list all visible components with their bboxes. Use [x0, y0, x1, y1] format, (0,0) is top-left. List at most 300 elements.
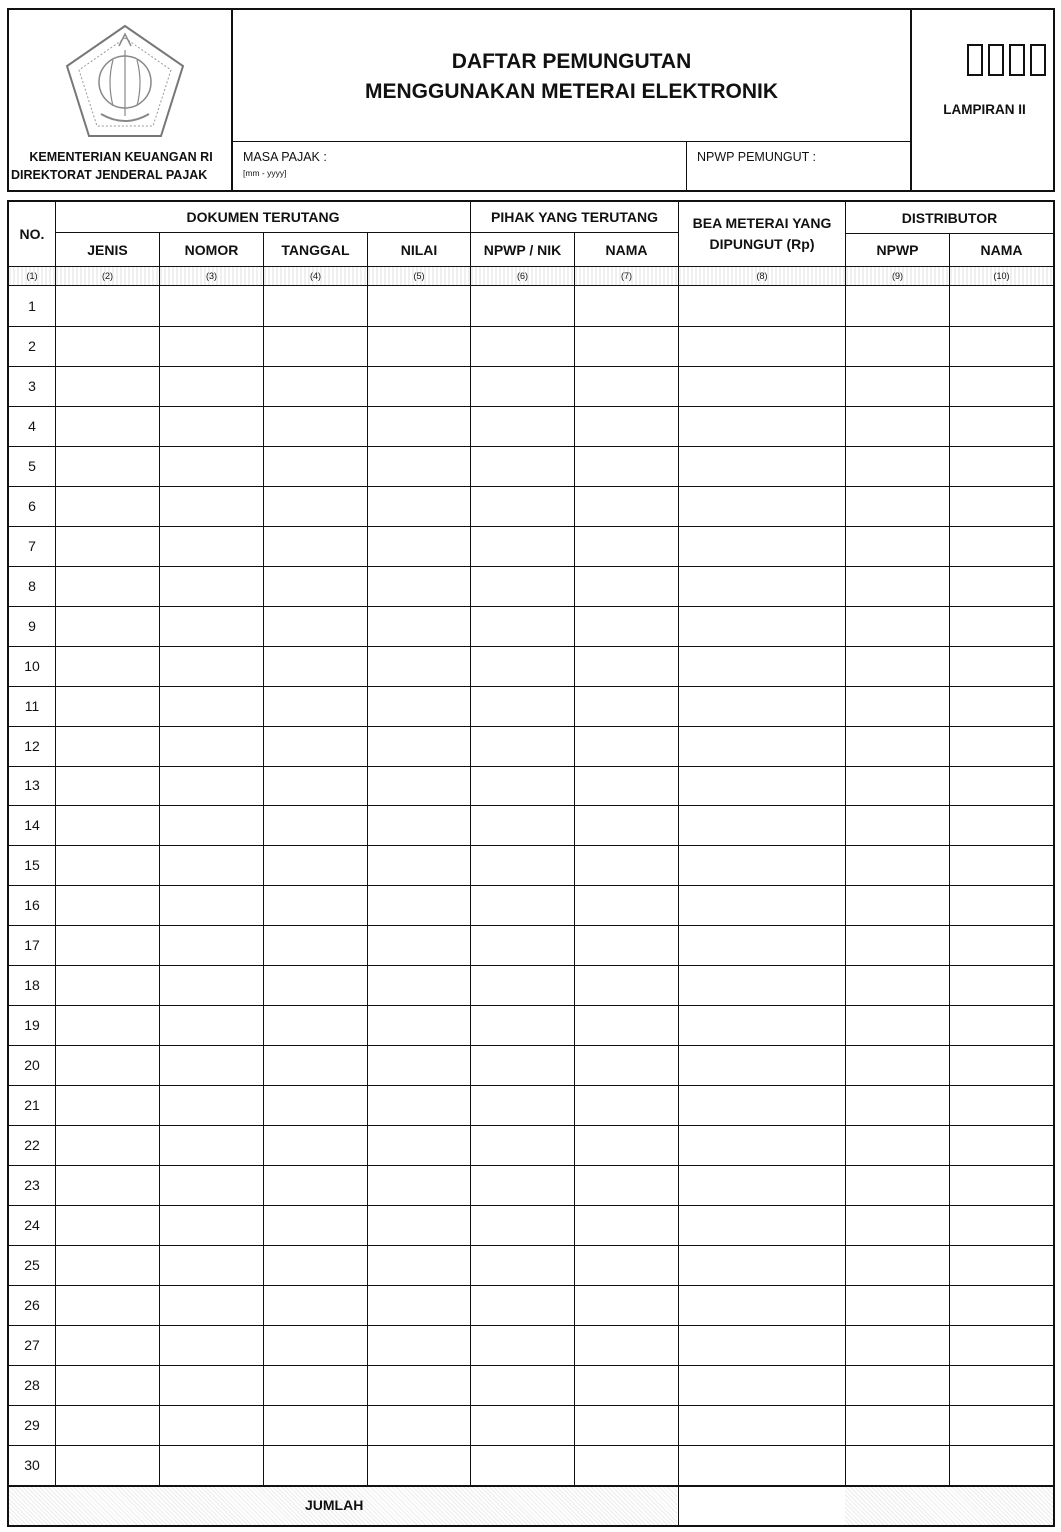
- cell-nilai[interactable]: [368, 486, 470, 526]
- cell-tanggal[interactable]: [264, 965, 367, 1005]
- cell-jenis[interactable]: [56, 1045, 159, 1085]
- cell-npwp-nik[interactable]: [471, 726, 574, 766]
- cell-nama-distributor[interactable]: [950, 965, 1053, 1005]
- cell-tanggal[interactable]: [264, 686, 367, 726]
- divider: [9, 366, 1053, 367]
- cell-bea-meterai[interactable]: [679, 1325, 845, 1365]
- cell-jenis[interactable]: [56, 1005, 159, 1045]
- row-number: 27: [24, 1336, 40, 1353]
- cell-jenis[interactable]: [56, 1085, 159, 1125]
- cell-nilai[interactable]: [368, 1085, 470, 1125]
- cell-npwp-distributor[interactable]: [846, 1365, 949, 1405]
- cell-bea-meterai[interactable]: [679, 1125, 845, 1165]
- cell-jenis[interactable]: [56, 845, 159, 885]
- cell-nomor[interactable]: [160, 766, 263, 806]
- cell-bea-meterai[interactable]: [679, 1045, 845, 1085]
- cell-tanggal[interactable]: [264, 766, 367, 806]
- cell-jenis[interactable]: [56, 1445, 159, 1485]
- cell-npwp-distributor[interactable]: [846, 486, 949, 526]
- cell-nama-distributor[interactable]: [950, 366, 1053, 406]
- cell-nomor[interactable]: [160, 566, 263, 606]
- cell-npwp-nik[interactable]: [471, 406, 574, 446]
- cell-nomor[interactable]: [160, 1245, 263, 1285]
- cell-nomor[interactable]: [160, 646, 263, 686]
- cell-tanggal[interactable]: [264, 885, 367, 925]
- cell-tanggal[interactable]: [264, 925, 367, 965]
- cell-npwp-nik[interactable]: [471, 845, 574, 885]
- cell-tanggal[interactable]: [264, 1325, 367, 1365]
- cell-jenis[interactable]: [56, 1205, 159, 1245]
- cell-nilai[interactable]: [368, 726, 470, 766]
- cell-nomor[interactable]: [160, 326, 263, 366]
- cell-nomor[interactable]: [160, 1325, 263, 1365]
- cell-nama-pihak[interactable]: [575, 885, 678, 925]
- cell-nilai[interactable]: [368, 1125, 470, 1165]
- cell-nomor[interactable]: [160, 925, 263, 965]
- cell-nilai[interactable]: [368, 606, 470, 646]
- cell-npwp-nik[interactable]: [471, 925, 574, 965]
- cell-jenis[interactable]: [56, 726, 159, 766]
- cell-npwp-nik[interactable]: [471, 606, 574, 646]
- cell-nomor[interactable]: [160, 406, 263, 446]
- cell-npwp-nik[interactable]: [471, 1405, 574, 1445]
- cell-npwp-nik[interactable]: [471, 1445, 574, 1485]
- cell-nama-pihak[interactable]: [575, 606, 678, 646]
- cell-nama-pihak[interactable]: [575, 326, 678, 366]
- cell-tanggal[interactable]: [264, 286, 367, 326]
- cell-tanggal[interactable]: [264, 406, 367, 446]
- cell-nilai[interactable]: [368, 326, 470, 366]
- masa-pajak-field[interactable]: [233, 142, 687, 192]
- cell-npwp-distributor[interactable]: [846, 1165, 949, 1205]
- divider: [9, 1245, 1053, 1246]
- cell-nomor[interactable]: [160, 486, 263, 526]
- cell-nama-pihak[interactable]: [575, 925, 678, 965]
- cell-nilai[interactable]: [368, 1325, 470, 1365]
- cell-nama-distributor[interactable]: [950, 1325, 1053, 1365]
- cell-npwp-distributor[interactable]: [846, 1205, 949, 1245]
- cell-npwp-nik[interactable]: [471, 965, 574, 1005]
- cell-nama-distributor[interactable]: [950, 686, 1053, 726]
- cell-jenis[interactable]: [56, 326, 159, 366]
- cell-npwp-distributor[interactable]: [846, 1125, 949, 1165]
- cell-npwp-distributor[interactable]: [846, 446, 949, 486]
- cell-nama-pihak[interactable]: [575, 646, 678, 686]
- cell-npwp-nik[interactable]: [471, 1285, 574, 1325]
- cell-tanggal[interactable]: [264, 1245, 367, 1285]
- cell-nama-pihak[interactable]: [575, 1245, 678, 1285]
- cell-nilai[interactable]: [368, 526, 470, 566]
- cell-nilai[interactable]: [368, 1245, 470, 1285]
- cell-nama-pihak[interactable]: [575, 845, 678, 885]
- cell-bea-meterai[interactable]: [679, 366, 845, 406]
- cell-bea-meterai[interactable]: [679, 1205, 845, 1245]
- cell-npwp-nik[interactable]: [471, 1325, 574, 1365]
- cell-nilai[interactable]: [368, 1365, 470, 1405]
- cell-tanggal[interactable]: [264, 1405, 367, 1445]
- cell-jenis[interactable]: [56, 805, 159, 845]
- cell-npwp-distributor[interactable]: [846, 1325, 949, 1365]
- column-number: (9): [846, 267, 949, 285]
- cell-npwp-distributor[interactable]: [846, 805, 949, 845]
- cell-npwp-nik[interactable]: [471, 766, 574, 806]
- cell-npwp-distributor[interactable]: [846, 965, 949, 1005]
- cell-nomor[interactable]: [160, 1445, 263, 1485]
- cell-tanggal[interactable]: [264, 606, 367, 646]
- cell-nilai[interactable]: [368, 805, 470, 845]
- column-number: (5): [368, 267, 470, 285]
- cell-bea-meterai[interactable]: [679, 965, 845, 1005]
- cell-npwp-distributor[interactable]: [846, 1405, 949, 1445]
- cell-nama-distributor[interactable]: [950, 1445, 1053, 1485]
- cell-npwp-distributor[interactable]: [846, 726, 949, 766]
- cell-nilai[interactable]: [368, 1045, 470, 1085]
- cell-jenis[interactable]: [56, 1165, 159, 1205]
- cell-nomor[interactable]: [160, 1285, 263, 1325]
- cell-nama-distributor[interactable]: [950, 1165, 1053, 1205]
- cell-nama-pihak[interactable]: [575, 1005, 678, 1045]
- cell-tanggal[interactable]: [264, 845, 367, 885]
- cell-npwp-nik[interactable]: [471, 646, 574, 686]
- cell-bea-meterai[interactable]: [679, 885, 845, 925]
- cell-bea-meterai[interactable]: [679, 686, 845, 726]
- npwp-pemungut-field[interactable]: [687, 142, 910, 192]
- cell-nomor[interactable]: [160, 686, 263, 726]
- cell-bea-meterai[interactable]: [679, 286, 845, 326]
- cell-nama-pihak[interactable]: [575, 1045, 678, 1085]
- cell-npwp-distributor[interactable]: [846, 1285, 949, 1325]
- cell-tanggal[interactable]: [264, 1365, 367, 1405]
- cell-nilai[interactable]: [368, 686, 470, 726]
- cell-nama-pihak[interactable]: [575, 446, 678, 486]
- cell-bea-meterai[interactable]: [679, 406, 845, 446]
- cell-npwp-nik[interactable]: [471, 686, 574, 726]
- cell-nama-pihak[interactable]: [575, 686, 678, 726]
- cell-tanggal[interactable]: [264, 1165, 367, 1205]
- cell-nama-distributor[interactable]: [950, 406, 1053, 446]
- cell-nama-pihak[interactable]: [575, 1405, 678, 1445]
- cell-tanggal[interactable]: [264, 486, 367, 526]
- cell-nama-pihak[interactable]: [575, 1325, 678, 1365]
- cell-nama-distributor[interactable]: [950, 326, 1053, 366]
- cell-nilai[interactable]: [368, 406, 470, 446]
- cell-tanggal[interactable]: [264, 446, 367, 486]
- cell-bea-meterai[interactable]: [679, 1405, 845, 1445]
- cell-npwp-distributor[interactable]: [846, 646, 949, 686]
- cell-nama-pihak[interactable]: [575, 805, 678, 845]
- cell-npwp-distributor[interactable]: [846, 845, 949, 885]
- cell-bea-meterai[interactable]: [679, 526, 845, 566]
- cell-jenis[interactable]: [56, 925, 159, 965]
- cell-nama-distributor[interactable]: [950, 1365, 1053, 1405]
- cell-jenis[interactable]: [56, 1325, 159, 1365]
- cell-jenis[interactable]: [56, 646, 159, 686]
- cell-npwp-distributor[interactable]: [846, 885, 949, 925]
- cell-bea-meterai[interactable]: [679, 845, 845, 885]
- cell-tanggal[interactable]: [264, 1045, 367, 1085]
- cell-nilai[interactable]: [368, 925, 470, 965]
- cell-nama-distributor[interactable]: [950, 486, 1053, 526]
- col-header-nama-distributor: NAMA: [980, 242, 1023, 258]
- cell-jenis[interactable]: [56, 406, 159, 446]
- cell-npwp-nik[interactable]: [471, 1205, 574, 1245]
- cell-jenis[interactable]: [56, 1365, 159, 1405]
- cell-npwp-nik[interactable]: [471, 1045, 574, 1085]
- row-number: 25: [24, 1257, 40, 1273]
- cell-jenis[interactable]: [56, 606, 159, 646]
- cell-jenis[interactable]: [56, 566, 159, 606]
- cell-npwp-distributor[interactable]: [846, 1085, 949, 1125]
- cell-npwp-distributor[interactable]: [846, 686, 949, 726]
- cell-bea-meterai[interactable]: [679, 326, 845, 366]
- form-title-line2: MENGGUNAKAN METERAI ELEKTRONIK: [365, 80, 778, 103]
- col-header-nomor: NOMOR: [184, 241, 239, 258]
- cell-nilai[interactable]: [368, 965, 470, 1005]
- cell-nomor[interactable]: [160, 965, 263, 1005]
- cell-jenis[interactable]: [56, 446, 159, 486]
- code-box[interactable]: [1030, 44, 1046, 76]
- cell-bea-meterai[interactable]: [679, 1365, 845, 1405]
- cell-nama-distributor[interactable]: [950, 1405, 1053, 1445]
- cell-npwp-distributor[interactable]: [846, 1005, 949, 1045]
- cell-bea-meterai[interactable]: [679, 1085, 845, 1125]
- cell-nama-distributor[interactable]: [950, 805, 1053, 845]
- cell-nilai[interactable]: [368, 446, 470, 486]
- cell-npwp-distributor[interactable]: [846, 925, 949, 965]
- cell-tanggal[interactable]: [264, 805, 367, 845]
- cell-bea-meterai[interactable]: [679, 1005, 845, 1045]
- cell-jenis[interactable]: [56, 1125, 159, 1165]
- cell-nama-pihak[interactable]: [575, 1365, 678, 1405]
- cell-nama-distributor[interactable]: [950, 646, 1053, 686]
- cell-npwp-distributor[interactable]: [846, 566, 949, 606]
- cell-bea-meterai[interactable]: [679, 766, 845, 806]
- cell-jenis[interactable]: [56, 1245, 159, 1285]
- cell-nilai[interactable]: [368, 1285, 470, 1325]
- group-header-pihak: PIHAK YANG TERUTANG: [491, 209, 658, 225]
- cell-npwp-distributor[interactable]: [846, 366, 949, 406]
- cell-nomor[interactable]: [160, 805, 263, 845]
- cell-bea-meterai[interactable]: [679, 606, 845, 646]
- cell-npwp-distributor[interactable]: [846, 606, 949, 646]
- cell-nama-distributor[interactable]: [950, 526, 1053, 566]
- cell-nilai[interactable]: [368, 566, 470, 606]
- cell-nama-distributor[interactable]: [950, 606, 1053, 646]
- cell-nilai[interactable]: [368, 1445, 470, 1485]
- cell-npwp-distributor[interactable]: [846, 406, 949, 446]
- cell-nama-distributor[interactable]: [950, 1205, 1053, 1245]
- cell-jenis[interactable]: [56, 1405, 159, 1445]
- cell-nomor[interactable]: [160, 1085, 263, 1125]
- cell-nama-distributor[interactable]: [950, 1085, 1053, 1125]
- cell-nama-distributor[interactable]: [950, 566, 1053, 606]
- cell-tanggal[interactable]: [264, 1085, 367, 1125]
- cell-nilai[interactable]: [368, 286, 470, 326]
- cell-tanggal[interactable]: [264, 526, 367, 566]
- divider: [55, 202, 56, 1485]
- cell-nilai[interactable]: [368, 1405, 470, 1445]
- cell-nama-pihak[interactable]: [575, 366, 678, 406]
- cell-nama-pihak[interactable]: [575, 286, 678, 326]
- divider: [9, 326, 1053, 327]
- row-number: 1: [28, 297, 36, 314]
- cell-nama-pihak[interactable]: [575, 1285, 678, 1325]
- cell-nama-pihak[interactable]: [575, 1085, 678, 1125]
- cell-bea-meterai[interactable]: [679, 925, 845, 965]
- cell-nama-distributor[interactable]: [950, 885, 1053, 925]
- cell-npwp-distributor[interactable]: [846, 286, 949, 326]
- cell-npwp-nik[interactable]: [471, 526, 574, 566]
- cell-nama-distributor[interactable]: [950, 925, 1053, 965]
- cell-bea-meterai[interactable]: [679, 805, 845, 845]
- cell-jenis[interactable]: [56, 286, 159, 326]
- cell-nilai[interactable]: [368, 1005, 470, 1045]
- cell-npwp-distributor[interactable]: [846, 1045, 949, 1085]
- cell-npwp-distributor[interactable]: [846, 526, 949, 566]
- cell-nama-distributor[interactable]: [950, 446, 1053, 486]
- lampiran-label: LAMPIRAN II: [943, 102, 1026, 117]
- divider: [949, 234, 950, 1485]
- cell-npwp-nik[interactable]: [471, 885, 574, 925]
- cell-bea-meterai[interactable]: [679, 486, 845, 526]
- cell-tanggal[interactable]: [264, 366, 367, 406]
- cell-npwp-nik[interactable]: [471, 446, 574, 486]
- cell-nomor[interactable]: [160, 885, 263, 925]
- cell-nilai[interactable]: [368, 366, 470, 406]
- cell-nama-distributor[interactable]: [950, 766, 1053, 806]
- cell-jenis[interactable]: [56, 366, 159, 406]
- code-box[interactable]: [1009, 44, 1025, 76]
- code-box[interactable]: [967, 44, 983, 76]
- cell-nama-pihak[interactable]: [575, 965, 678, 1005]
- cell-jenis[interactable]: [56, 486, 159, 526]
- divider: [159, 233, 160, 1485]
- cell-nomor[interactable]: [160, 286, 263, 326]
- cell-tanggal[interactable]: [264, 646, 367, 686]
- cell-bea-meterai[interactable]: [679, 646, 845, 686]
- cell-tanggal[interactable]: [264, 726, 367, 766]
- cell-nomor[interactable]: [160, 845, 263, 885]
- cell-nama-pihak[interactable]: [575, 726, 678, 766]
- cell-bea-meterai[interactable]: [679, 726, 845, 766]
- cell-npwp-nik[interactable]: [471, 805, 574, 845]
- cell-npwp-nik[interactable]: [471, 1245, 574, 1285]
- cell-npwp-nik[interactable]: [471, 366, 574, 406]
- cell-nomor[interactable]: [160, 606, 263, 646]
- cell-npwp-distributor[interactable]: [846, 1445, 949, 1485]
- cell-nama-pihak[interactable]: [575, 486, 678, 526]
- divider: [9, 845, 1053, 846]
- cell-nama-distributor[interactable]: [950, 845, 1053, 885]
- cell-npwp-nik[interactable]: [471, 326, 574, 366]
- cell-npwp-nik[interactable]: [471, 1365, 574, 1405]
- cell-nomor[interactable]: [160, 1165, 263, 1205]
- cell-nama-pihak[interactable]: [575, 406, 678, 446]
- col-header-nama-pihak: NAMA: [605, 241, 648, 258]
- cell-tanggal[interactable]: [264, 566, 367, 606]
- cell-tanggal[interactable]: [264, 1005, 367, 1045]
- cell-bea-meterai[interactable]: [679, 1285, 845, 1325]
- cell-nomor[interactable]: [160, 366, 263, 406]
- divider: [9, 606, 1053, 607]
- cell-npwp-nik[interactable]: [471, 486, 574, 526]
- cell-npwp-distributor[interactable]: [846, 766, 949, 806]
- cell-nomor[interactable]: [160, 1005, 263, 1045]
- cell-tanggal[interactable]: [264, 326, 367, 366]
- cell-nama-distributor[interactable]: [950, 286, 1053, 326]
- cell-jenis[interactable]: [56, 965, 159, 1005]
- cell-bea-meterai[interactable]: [679, 566, 845, 606]
- cell-npwp-nik[interactable]: [471, 566, 574, 606]
- cell-nama-pihak[interactable]: [575, 766, 678, 806]
- cell-nama-pihak[interactable]: [575, 1125, 678, 1165]
- cell-nomor[interactable]: [160, 1405, 263, 1445]
- cell-npwp-nik[interactable]: [471, 1165, 574, 1205]
- cell-npwp-distributor[interactable]: [846, 1245, 949, 1285]
- cell-jenis[interactable]: [56, 686, 159, 726]
- cell-bea-meterai[interactable]: [679, 1445, 845, 1485]
- cell-nomor[interactable]: [160, 1125, 263, 1165]
- cell-npwp-distributor[interactable]: [846, 326, 949, 366]
- cell-nilai[interactable]: [368, 885, 470, 925]
- cell-npwp-nik[interactable]: [471, 286, 574, 326]
- cell-npwp-nik[interactable]: [471, 1125, 574, 1165]
- code-box[interactable]: [988, 44, 1004, 76]
- cell-nomor[interactable]: [160, 446, 263, 486]
- cell-nama-distributor[interactable]: [950, 1285, 1053, 1325]
- cell-tanggal[interactable]: [264, 1125, 367, 1165]
- cell-nama-distributor[interactable]: [950, 1045, 1053, 1085]
- cell-bea-meterai[interactable]: [679, 1245, 845, 1285]
- cell-nilai[interactable]: [368, 766, 470, 806]
- cell-npwp-nik[interactable]: [471, 1085, 574, 1125]
- cell-nama-distributor[interactable]: [950, 1245, 1053, 1285]
- cell-jenis[interactable]: [56, 885, 159, 925]
- cell-jenis[interactable]: [56, 526, 159, 566]
- cell-nama-pihak[interactable]: [575, 1205, 678, 1245]
- row-number: 26: [24, 1296, 40, 1313]
- cell-nama-distributor[interactable]: [950, 726, 1053, 766]
- cell-jenis[interactable]: [56, 1285, 159, 1325]
- row-number: 15: [24, 857, 40, 874]
- divider: [9, 925, 1053, 926]
- cell-nama-distributor[interactable]: [950, 1125, 1053, 1165]
- row-number: 4: [28, 417, 36, 434]
- cell-nomor[interactable]: [160, 1205, 263, 1245]
- cell-bea-meterai[interactable]: [679, 1165, 845, 1205]
- cell-tanggal[interactable]: [264, 1445, 367, 1485]
- cell-bea-meterai[interactable]: [679, 446, 845, 486]
- cell-nomor[interactable]: [160, 526, 263, 566]
- cell-tanggal[interactable]: [264, 1285, 367, 1325]
- cell-nama-pihak[interactable]: [575, 1445, 678, 1485]
- cell-nama-pihak[interactable]: [575, 566, 678, 606]
- cell-nilai[interactable]: [368, 1205, 470, 1245]
- cell-nama-pihak[interactable]: [575, 526, 678, 566]
- cell-nilai[interactable]: [368, 845, 470, 885]
- cell-nomor[interactable]: [160, 1365, 263, 1405]
- cell-jenis[interactable]: [56, 766, 159, 806]
- cell-nama-pihak[interactable]: [575, 1165, 678, 1205]
- cell-nilai[interactable]: [368, 646, 470, 686]
- cell-nama-distributor[interactable]: [950, 1005, 1053, 1045]
- cell-nomor[interactable]: [160, 1045, 263, 1085]
- cell-npwp-nik[interactable]: [471, 1005, 574, 1045]
- cell-tanggal[interactable]: [264, 1205, 367, 1245]
- cell-nilai[interactable]: [368, 1165, 470, 1205]
- row-number: 3: [28, 377, 36, 394]
- cell-nomor[interactable]: [160, 726, 263, 766]
